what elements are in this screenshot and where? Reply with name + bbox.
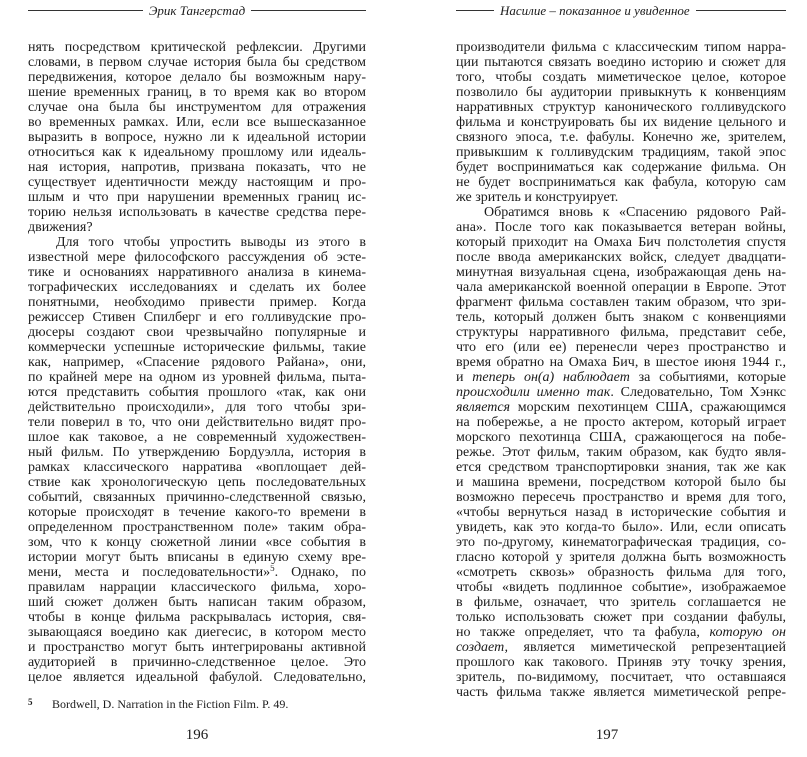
- text-line: позволило бы аудитории привыкнуть к конвенциям: [456, 85, 786, 100]
- text-line: действительно происходили», для того чтобы зри-: [28, 400, 366, 415]
- left-running-head: [28, 3, 366, 18]
- text-line: только использовать сюжет при создании фабулы,: [456, 610, 786, 625]
- text-line: [456, 400, 786, 415]
- text-line: ется средством транспортировки знания, так же как: [456, 460, 786, 475]
- left-page-body: [28, 40, 366, 685]
- text-line: не будет восприниматься как фабула, которую сам: [456, 175, 786, 190]
- text-line: морского пехотинца США, сражающегося на побе-: [456, 430, 786, 445]
- text-line: понятными, необходимо привести пример. Когда: [28, 295, 366, 310]
- running-head-title: Насилие – показанное и увиденное: [500, 3, 690, 18]
- text-line: зритель, по-видимому, посчитает, что оставшаяся: [456, 670, 786, 685]
- text-line: фрагмент фильма составлен таким образом, что зри-: [456, 295, 786, 310]
- text-line: производители фильма с классическим типом нарра-: [456, 40, 786, 55]
- text-line: целое является идеальной фабулой. Следовательно,: [28, 670, 366, 685]
- text-line: чала американской военной операции в Европе. Этот: [456, 280, 786, 295]
- text-line: связного эпоса, т.е. фабулы. Конечно же, зрителем,: [456, 130, 786, 145]
- text-line: выразить в вопросе, нужно ли к идеальной истории: [28, 130, 366, 145]
- text-line: «смотреть сквозь» образность фильма для того,: [456, 565, 786, 580]
- left-page-number: 196: [185, 727, 209, 743]
- text-line: определенном пространственном поле» таким обра-: [28, 520, 366, 535]
- header-rule: [456, 10, 494, 11]
- text-line: Для того чтобы упростить выводы из этого в: [56, 235, 366, 250]
- text-segment: . Следовательно, Том Хэнкс: [610, 385, 786, 400]
- text-line: будет восприниматься как содержание фильма. Он: [456, 160, 786, 175]
- text-line: на побережье, а не просто актером, который играет: [456, 415, 786, 430]
- header-rule: [28, 10, 143, 11]
- right-page-number: 197: [595, 727, 619, 743]
- text-line: ший сюжет должен быть написан таким образом,: [28, 595, 366, 610]
- text-line: истории могут быть вписаны в единую схему вре-: [28, 550, 366, 565]
- footnote-ref: 5: [270, 565, 275, 573]
- text-line: существует идентичности между настоящим и про-: [28, 175, 366, 190]
- text-line: событий, связанных причинно-следственной связью,: [28, 490, 366, 505]
- text-line: тели поверил в то, что они действительно видят про-: [28, 415, 366, 430]
- text-line: по крайней мере на одном из уровней фильма, пыта-: [28, 370, 366, 385]
- text-line: относиться как к идеальному прошлому или идеаль-: [28, 145, 366, 160]
- footnote-marker: 5: [28, 697, 33, 707]
- text-line: [456, 640, 786, 655]
- text-line: прошлого как такового. Приняв эту точку зрения,: [456, 655, 786, 670]
- text-line: рамках классического нарратива «воплощает дей-: [28, 460, 366, 475]
- text-segment: за событиями, которые: [629, 370, 786, 385]
- text-line: привыкшим к голливудским традициям, такой эпос: [456, 145, 786, 160]
- text-line: чтобы в конце фильма раскрывалась история, свя-: [28, 610, 366, 625]
- right-page-body: [456, 40, 786, 700]
- text-line: что его (или ее) перенесли через пространство и: [456, 340, 786, 355]
- text-line: во временных рамках. Или, если все вышесказанное: [28, 115, 366, 130]
- text-line: Обратимся вновь к «Спасению рядового Рай-: [484, 205, 786, 220]
- text-line: тике и основаниях нарративного анализа в кинема-: [28, 265, 366, 280]
- text-segment: . Однако, по: [274, 565, 366, 580]
- text-line: ствие как хронологическую цепь последовательных: [28, 475, 366, 490]
- running-head-title: Эрик Тангерстад: [148, 3, 246, 18]
- right-running-head: [456, 3, 786, 18]
- italic-text: является: [456, 400, 511, 415]
- text-segment: мени, места и последовательности»: [28, 565, 271, 580]
- text-line: и машина времени, посредством которой было бы: [456, 475, 786, 490]
- text-line: же зритель и конструирует.: [456, 190, 619, 205]
- text-line: время обратно на Омаха Бич, в шестое июня 1944 г.,: [456, 355, 786, 370]
- italic-text: создает,: [456, 640, 509, 655]
- text-line: движения?: [28, 220, 93, 235]
- text-line: тель, который должен быть знаком с конвенциями: [456, 310, 786, 325]
- text-line: зывающаяся воедино как диегесис, в котором место: [28, 625, 366, 640]
- text-line: словами, в первом случае история была бы средством: [28, 55, 366, 70]
- text-line: которые происходят в течение какого-то времени в: [28, 505, 366, 520]
- text-line: [456, 625, 786, 640]
- footnote: [28, 697, 366, 711]
- italic-text: которую он: [709, 625, 786, 640]
- text-line: ции пытаются связать воедино историю и сюжет для: [456, 55, 786, 70]
- text-line: часть фильма также является миметической репре-: [456, 685, 786, 700]
- text-line: тографических исследованиях и сделать их более: [28, 280, 366, 295]
- header-rule: [251, 10, 366, 11]
- text-line: структуры нарративного фильма, представит себе,: [456, 325, 786, 340]
- text-line: нарративных структур канонического голливудского: [456, 100, 786, 115]
- text-segment: является миметической репрезентацией: [508, 640, 786, 655]
- text-line: [456, 370, 786, 385]
- text-line: минутная визуальная сцена, изображающая день на-: [456, 265, 786, 280]
- text-segment: и: [456, 370, 473, 385]
- text-line: «чтобы вернуться назад в исторические события и: [456, 505, 786, 520]
- text-line: после ввода американских войск, следует двадцати-: [456, 250, 786, 265]
- text-line: [456, 385, 786, 400]
- text-line: как, например, «Спасение рядового Райана», они,: [28, 355, 366, 370]
- text-line: нять посредством критической рефлексии. Другими: [28, 40, 366, 55]
- text-line: режиссер Стивен Спилберг и его голливудские про-: [28, 310, 366, 325]
- text-line: ный фильм. По утверждению Бордуэлла, история в: [28, 445, 366, 460]
- text-segment: морским пехотинцем США, сражающимся: [510, 400, 786, 415]
- italic-text: теперь он(а) наблюдает: [472, 370, 630, 385]
- text-line: который приходит на Омаха Бич полстолетия спустя: [456, 235, 786, 250]
- text-line: и пространство могут быть интегрированы активной: [28, 640, 366, 655]
- text-line: [28, 565, 366, 580]
- text-line: ная история, напротив, призвана показать, что не: [28, 160, 366, 175]
- text-line: зом, что к концу сюжетной линии «все события в: [28, 535, 366, 550]
- text-line: передвижения, которое делало бы возможным нару-: [28, 70, 366, 85]
- text-segment: но также определяет, что та фабула,: [456, 625, 710, 640]
- text-line: дюсеры создают свои чрезвычайно популярные и: [28, 325, 366, 340]
- text-line: аудиторией в причинно-следственное целое. Это: [28, 655, 366, 670]
- text-line: ана». После того как показывается ветеран войны,: [456, 220, 786, 235]
- text-line: случае она была бы инструментом для отражения: [28, 100, 366, 115]
- text-line: коммерчески успешные исторические фильмы, такие: [28, 340, 366, 355]
- footnote-text: Bordwell, D. Narration in the Fiction Film. P. 49.: [52, 697, 289, 711]
- text-line: того, чтобы создать миметическое целое, которое: [456, 70, 786, 85]
- text-line: правилам наррации классического фильма, хоро-: [28, 580, 366, 595]
- text-line: известной мере философского рассуждения об эсте-: [28, 250, 366, 265]
- text-line: возможно пересечь пространство и время для того,: [456, 490, 786, 505]
- header-rule: [696, 10, 786, 11]
- text-line: чтобы «видеть подлинное событие», изображаемое: [456, 580, 786, 595]
- text-line: режье. Этот фильм, таким образом, как будто явля-: [456, 445, 786, 460]
- text-line: шлое как таковое, а не современный художествен-: [28, 430, 366, 445]
- text-line: увидеть, как это когда-то было». Или, если описать: [456, 520, 786, 535]
- text-line: фильма и конструировать бы их видение цельного и: [456, 115, 786, 130]
- text-line: ются представить события прошлого «так, как они: [28, 385, 366, 400]
- italic-text: происходили именно так: [456, 385, 611, 400]
- text-line: шение временных границ, в то время как во втором: [28, 85, 366, 100]
- text-line: шлым и что при нарушении временных границ ис-: [28, 190, 366, 205]
- text-line: это по-другому, кинематографическая традиция, со-: [456, 535, 786, 550]
- text-line: в фильме, означает, что зритель соглашается не: [456, 595, 786, 610]
- text-line: гласно которой у зрителя должна быть возможность: [456, 550, 786, 565]
- text-line: торию нельзя использовать в качестве средства пере-: [28, 205, 366, 220]
